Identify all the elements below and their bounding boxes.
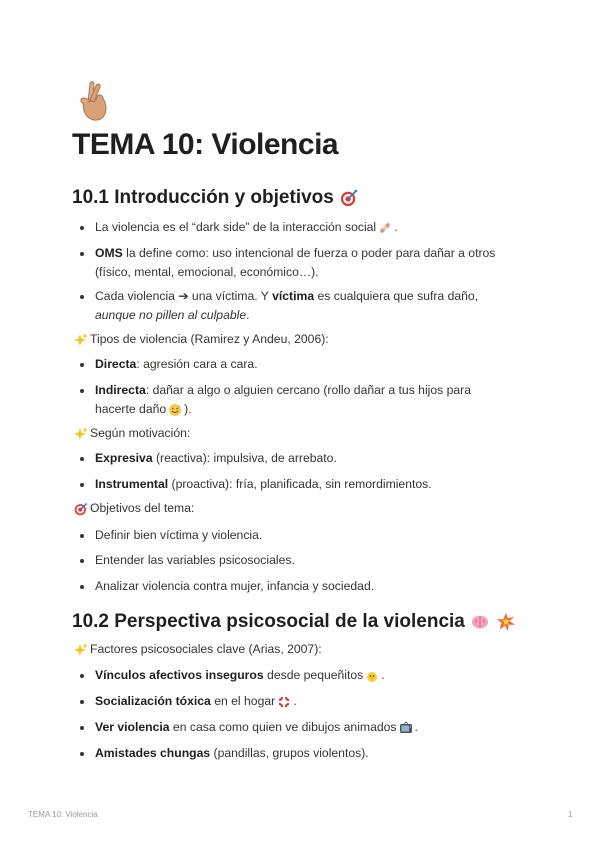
- list-item: Expresiva (reactiva): impulsiva, de arrebato.: [80, 449, 540, 468]
- factores-label: Factores psicosociales clave (Arias, 2007):: [72, 640, 322, 659]
- section-heading-intro: 10.1 Introducción y objetivos: [72, 187, 360, 209]
- sparkles-icon: [74, 427, 88, 441]
- section-heading-perspectiva: 10.2 Perspectiva psicosocial de la violencia: [72, 611, 517, 633]
- footer-title: TEMA 10: Violencia: [28, 810, 98, 819]
- list-item: Ver violencia en casa como quien ve dibujos animados .: [80, 718, 540, 737]
- objetivos-label: Objetivos del tema:: [72, 499, 194, 518]
- target-icon: [340, 189, 358, 207]
- list-item: Socialización tóxica en el hogar .: [80, 692, 540, 711]
- list-item: Instrumental (proactiva): fría, planificada, sin remordimientos.: [80, 475, 540, 494]
- baby-chick-icon: [365, 669, 379, 683]
- list-item: Analizar violencia contra mujer, infancia y sociedad.: [80, 577, 540, 596]
- sweat-smile-icon: [168, 403, 182, 417]
- list-item: La violencia es el “dark side” de la interacción social .: [80, 218, 540, 237]
- brain-icon: [471, 613, 489, 631]
- page-number: 1: [568, 810, 573, 819]
- list-item: Indirecta: dañar a algo o alguien cercano (rollo dañar a tus hijos para hacerte daño ).: [80, 381, 540, 419]
- crossed-fingers-icon: [72, 78, 112, 122]
- sparkles-icon: [74, 333, 88, 347]
- motivacion-label: Según motivación:: [72, 424, 190, 443]
- list-item: Vínculos afectivos inseguros desde pequeñitos .: [80, 666, 540, 685]
- tipos-label: Tipos de violencia (Ramirez y Andeu, 2006):: [72, 330, 329, 349]
- list-item: Cada violencia ➔ una víctima. Y víctima es cualquiera que sufra daño, aunque no pillen al culpable.: [80, 287, 540, 325]
- bandage-icon: [378, 221, 392, 235]
- page-title: TEMA 10: Violencia: [72, 128, 339, 161]
- list-item: Amistades chungas (pandillas, grupos violentos).: [80, 744, 540, 763]
- list-item: Entender las variables psicosociales.: [80, 551, 540, 570]
- anger-icon: [277, 695, 291, 709]
- list-item: Definir bien víctima y violencia.: [80, 526, 540, 545]
- tv-icon: [399, 721, 413, 735]
- list-item: Directa: agresión cara a cara.: [80, 355, 540, 374]
- sparkles-icon: [74, 643, 88, 657]
- target-icon: [74, 502, 88, 516]
- collision-icon: [497, 613, 515, 631]
- list-item: OMS la define como: uso intencional de fuerza o poder para dañar a otros (físico, mental, emocional, económico…).: [80, 244, 540, 282]
